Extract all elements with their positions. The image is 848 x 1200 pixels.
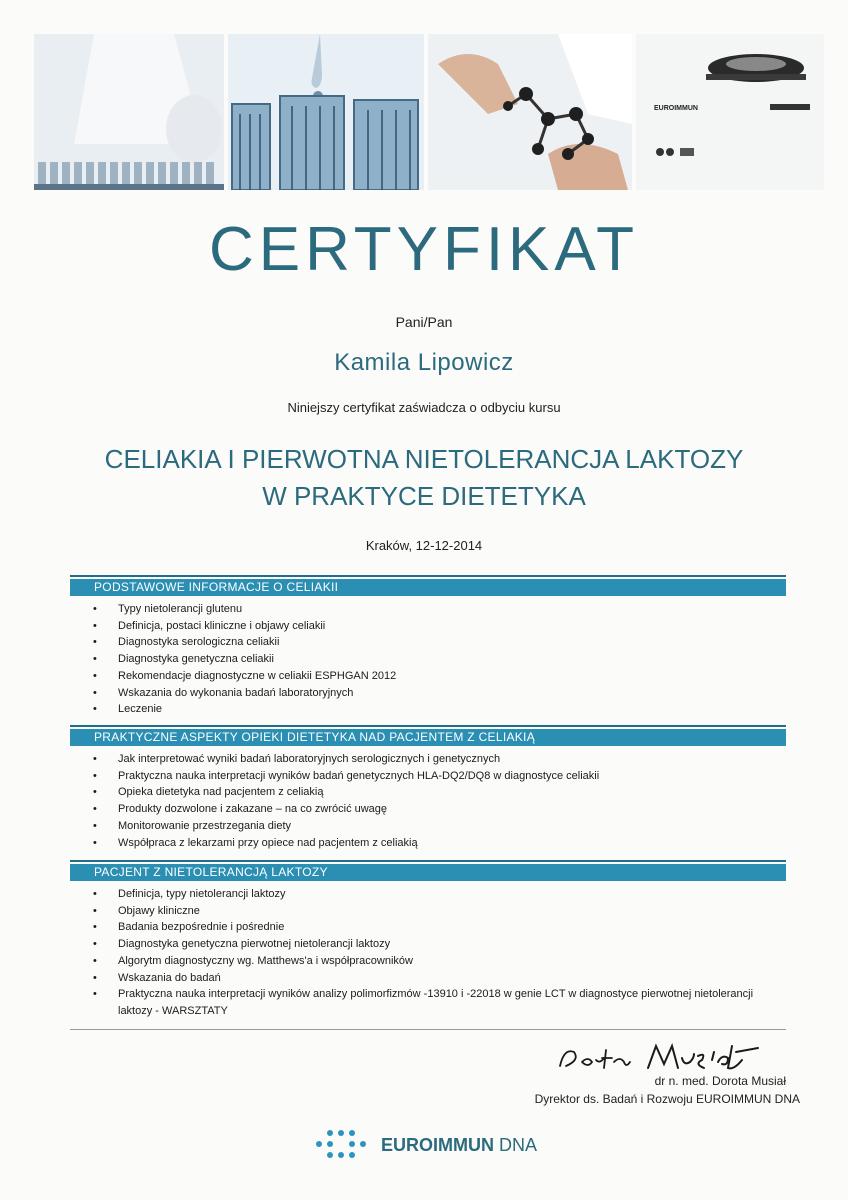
intro-text: Niniejszy certyfikat zaświadcza o odbyciu kursu: [287, 400, 561, 415]
beakers-image: [228, 34, 424, 190]
section-lactose-intolerance: [70, 864, 786, 1020]
place-date: Kraków, 12-12-2014: [365, 538, 483, 553]
course-title-line-1: CELIAKIA I PIERWOTNA NIETOLERANCJA LAKTOZY: [104, 444, 744, 474]
divider: [70, 1029, 786, 1030]
bullet: •: [93, 836, 97, 849]
list-item: • Definicja, typy nietolerancji laktozy: [70, 886, 786, 903]
handwritten-signature: [530, 1038, 800, 1074]
list-item: • Diagnostyka genetyczna celiakii: [70, 651, 786, 668]
list-item: • Diagnostyka serologiczna celiakii: [70, 634, 786, 651]
signatory-role: Dyrektor ds. Badań i Rozwoju EUROIMMUN DNA: [534, 1092, 800, 1106]
bullet: •: [93, 769, 97, 782]
course-title: [0, 441, 848, 515]
bullet: •: [93, 971, 97, 984]
list-item: • Algorytm diagnostyczny wg. Matthews'a i współpracowników: [70, 953, 786, 970]
bullet: •: [93, 988, 97, 1001]
list-item: • Rekomendacje diagnostyczne w celiakii ESPHGAN 2012: [70, 668, 786, 685]
bullet: •: [93, 921, 97, 934]
list-item: • Współpraca z lekarzami przy opiece nad pacjentem z celiakią: [70, 835, 786, 852]
list-item: • Diagnostyka genetyczna pierwotnej nietolerancji laktozy: [70, 936, 786, 953]
recipient-name: Kamila Lipowicz: [334, 349, 514, 376]
logo-suffix: DNA: [494, 1135, 538, 1155]
list-item: • Wskazania do wykonania badań laboratoryjnych: [70, 685, 786, 702]
topic-list: [70, 751, 786, 851]
bullet: •: [93, 753, 97, 765]
list-item: • Produkty dozwolone i zakazane – na co zwrócić uwagę: [70, 801, 786, 818]
list-item: • Monitorowanie przestrzegania diety: [70, 818, 786, 835]
list-item: • Praktyczna nauka interpretacji wyników badań genetycznych HLA-DQ2/DQ8 w diagnostyce celiakii: [70, 768, 786, 785]
bullet: •: [93, 888, 97, 900]
bullet: •: [93, 819, 97, 832]
list-item: • Wskazania do badań: [70, 970, 786, 987]
bullet: •: [93, 954, 97, 967]
lab-photo-test-tubes: [34, 34, 224, 190]
instrument-label: EUROIMMUN: [654, 105, 698, 112]
signatory-name: dr n. med. Dorota Musiał: [654, 1074, 786, 1088]
salutation: Pani/Pan: [395, 314, 453, 330]
list-item: • Leczenie: [70, 701, 786, 718]
header-photo-strip: [34, 34, 824, 190]
bullet: •: [93, 636, 97, 649]
test-tubes-image: [34, 34, 224, 190]
list-item: • Jak interpretować wyniki badań laboratoryjnych serologicznych i genetycznych: [70, 751, 786, 768]
lab-photo-beakers: [228, 34, 424, 190]
instrument-image: [636, 34, 824, 190]
logo-brand: EUROIMMUN: [381, 1135, 494, 1155]
list-item: • Praktyczna nauka interpretacji wyników analizy polimorfizmów -13910 i -22018 w genie LCT w diagnostyce pierwotnej nietolerancji laktozy - WARSZTATY: [93, 988, 754, 1017]
bullet: •: [93, 786, 97, 799]
molecule-model-image: [428, 34, 632, 190]
bullet: •: [93, 703, 97, 716]
euroimmun-dna-logo: [316, 1130, 537, 1161]
bullet: •: [93, 904, 97, 917]
topic-list: [70, 886, 786, 1020]
bullet: •: [93, 653, 97, 666]
section-heading: PACJENT Z NIETOLERANCJĄ LAKTOZY: [70, 864, 786, 881]
section-practical-aspects: [70, 729, 786, 851]
bullet: •: [93, 619, 97, 632]
section-heading: PRAKTYCZNE ASPEKTY OPIEKI DIETETYKA NAD PACJENTEM Z CELIAKIĄ: [70, 729, 786, 746]
section-heading: PODSTAWOWE INFORMACJE O CELIAKII: [70, 579, 786, 596]
list-item: • Objawy kliniczne: [70, 903, 786, 920]
bullet: •: [93, 603, 97, 615]
logo-dots-icon: [316, 1130, 369, 1161]
bullet: •: [93, 669, 97, 682]
bullet: •: [93, 686, 97, 699]
section-basic-info: [70, 579, 786, 718]
list-item: • Badania bezpośrednie i pośrednie: [70, 919, 786, 936]
bullet: •: [93, 803, 97, 816]
lab-photo-molecule-model: [428, 34, 632, 190]
bullet: •: [93, 938, 97, 951]
list-item: • Typy nietolerancji glutenu: [70, 601, 786, 618]
list-item: • Opieka dietetyka nad pacjentem z celiakią: [70, 784, 786, 801]
lab-photo-instrument: [636, 34, 824, 190]
topic-list: [70, 601, 786, 718]
logo-wordmark: [381, 1135, 537, 1156]
course-title-line-2: W PRAKTYCE DIETETYKA: [262, 481, 586, 511]
list-item: • Definicja, postaci kliniczne i objawy celiakii: [70, 618, 786, 635]
certificate-title: CERTYFIKAT: [208, 215, 640, 284]
